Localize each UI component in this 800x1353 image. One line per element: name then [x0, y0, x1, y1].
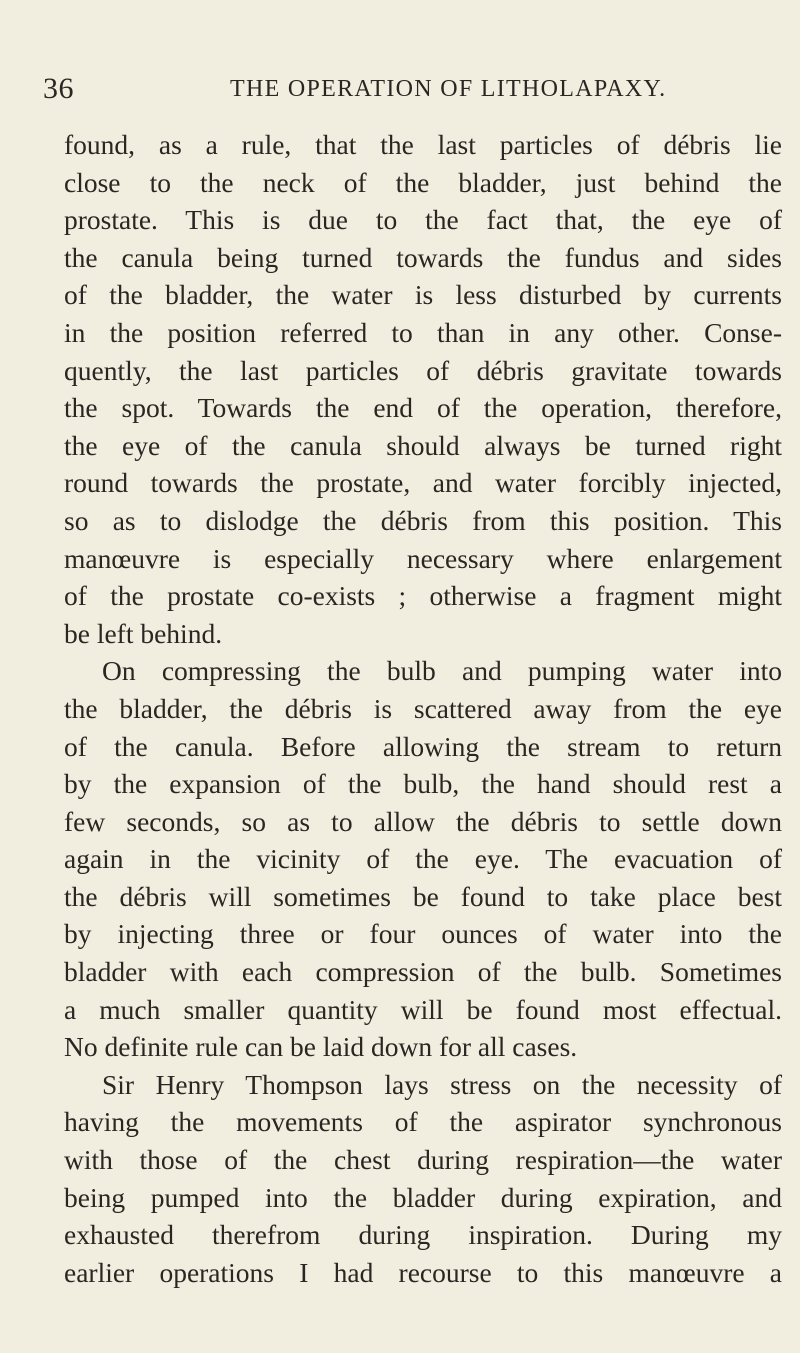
text-line: prostate. This is due to the fact that, the eye of	[64, 204, 782, 236]
text-line: On compressing the bulb and pumping water into	[102, 655, 782, 687]
text-line: found, as a rule, that the last particles of débris lie	[64, 129, 782, 160]
text-line: close to the neck of the bladder, just behind the	[64, 166, 782, 198]
text-line: so as to dislodge the débris from this position. This	[64, 504, 782, 536]
text-line: round towards the prostate, and water forcibly injected,	[64, 467, 782, 499]
text-line: by the expansion of the bulb, the hand should rest a	[64, 768, 782, 800]
text-line: of the bladder, the water is less disturbed by currents	[64, 279, 782, 311]
page-header	[43, 72, 783, 106]
text-line: exhausted therefrom during inspiration. During my	[64, 1219, 782, 1251]
body-text	[64, 126, 782, 1291]
text-line: the spot. Towards the end of the operation, therefore,	[64, 392, 782, 424]
text-line: the eye of the canula should always be turned right	[64, 429, 782, 461]
text-line: a much smaller quantity will be found most effectual.	[64, 993, 782, 1025]
text-line: being pumped into the bladder during expiration, and	[64, 1181, 782, 1213]
text-line: manœuvre is especially necessary where enlargement	[64, 542, 782, 574]
text-line: by injecting three or four ounces of water into the	[64, 918, 782, 950]
text-line: No definite rule can be laid down for all cases.	[64, 1031, 578, 1063]
text-line: quently, the last particles of débris gravitate towards	[64, 354, 782, 386]
text-line: be left behind.	[64, 617, 223, 649]
text-line: earlier operations I had recourse to this manœuvre a	[64, 1256, 782, 1288]
text-line: in the position referred to than in any other. Conse-	[64, 316, 782, 348]
text-line: Sir Henry Thompson lays stress on the necessity of	[102, 1068, 782, 1100]
text-line: bladder with each compression of the bulb. Sometimes	[64, 956, 782, 988]
text-line: the bladder, the débris is scattered away from the eye	[64, 692, 782, 724]
text-line: of the prostate co-exists ; otherwise a fragment might	[64, 580, 782, 612]
running-head: THE OPERATION OF LITHOLAPAXY.	[230, 76, 667, 102]
text-line: again in the vicinity of the eye. The evacuation of	[64, 843, 782, 875]
text-line: few seconds, so as to allow the débris to settle down	[64, 805, 782, 837]
text-line: the canula being turned towards the fundus and sides	[64, 241, 782, 273]
text-line: the débris will sometimes be found to take place best	[64, 880, 782, 912]
text-line: of the canula. Before allowing the stream to return	[64, 730, 782, 762]
text-line: with those of the chest during respiration—the water	[64, 1144, 782, 1176]
text-line: having the movements of the aspirator synchronous	[64, 1106, 782, 1138]
page-number: 36	[43, 72, 74, 105]
